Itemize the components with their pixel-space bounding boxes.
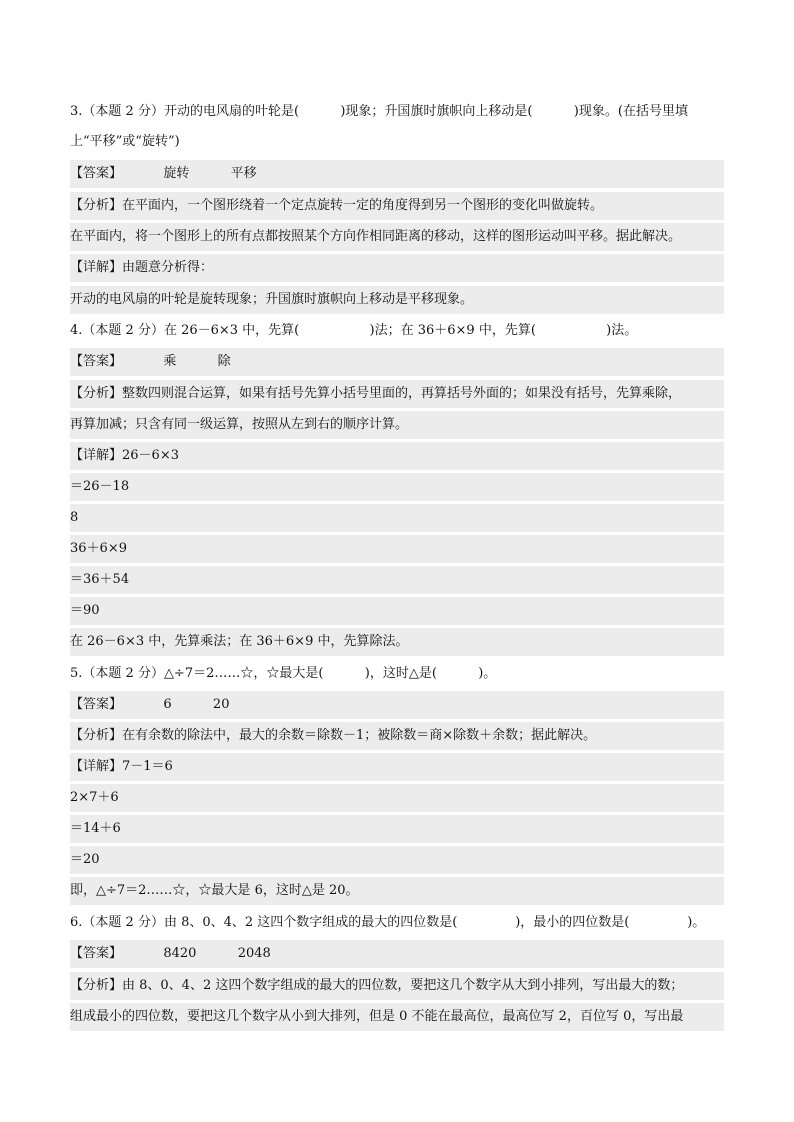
- q4-detail-4: 36＋6×9: [70, 535, 724, 563]
- q4-detail-3: 8: [70, 504, 724, 532]
- q4-question: 4.（本题 2 分）在 26－6×3 中，先算( )法；在 36＋6×9 中，先算( )法。: [70, 317, 724, 345]
- q5-detail-4: ＝20: [70, 846, 724, 874]
- q4-detail-1: 【详解】26－6×3: [70, 442, 724, 470]
- q5-question: 5.（本题 2 分）△÷7＝2……☆，☆最大是( )，这时△是( )。: [70, 660, 724, 688]
- q4-answer: 【答案】 乘 除: [70, 348, 724, 376]
- q3-analysis-1: 【分析】在平面内，一个图形绕着一个定点旋转一定的角度得到另一个图形的变化叫做旋转。: [70, 192, 724, 220]
- q3-detail-1: 【详解】由题意分析得：: [70, 254, 724, 282]
- q6-analysis-1: 【分析】由 8、0、4、2 这四个数字组成的最大的四位数，要把这几个数字从大到小排列，写出最大的数；: [70, 972, 724, 1000]
- q5-detail-2: 2×7＋6: [70, 784, 724, 812]
- q4-analysis-1: 【分析】整数四则混合运算，如果有括号先算小括号里面的，再算括号外面的；如果没有括号，先算乘除，: [70, 380, 724, 408]
- q6-analysis-2: 组成最小的四位数，要把这几个数字从小到大排列，但是 0 不能在最高位，最高位写 2，百位写 0，写出最: [70, 1003, 724, 1031]
- q3-analysis-2: 在平面内，将一个图形上的所有点都按照某个方向作相同距离的移动，这样的图形运动叫平移。据此解决。: [70, 223, 724, 251]
- q5-detail-1: 【详解】7－1＝6: [70, 753, 724, 781]
- q3-question-cont: 上“平移”或“旋转”): [70, 128, 724, 156]
- q4-detail-6: ＝90: [70, 597, 724, 625]
- q5-answer: 【答案】 6 20: [70, 691, 724, 719]
- q4-analysis-2: 再算加减；只含有同一级运算，按照从左到右的顺序计算。: [70, 411, 724, 439]
- q4-detail-5: ＝36＋54: [70, 566, 724, 594]
- q4-detail-2: ＝26－18: [70, 473, 724, 501]
- q3-detail-2: 开动的电风扇的叶轮是旋转现象；升国旗时旗帜向上移动是平移现象。: [70, 286, 724, 314]
- q3-question: 3.（本题 2 分）开动的电风扇的叶轮是( )现象；升国旗时旗帜向上移动是( )现象。(在括号里填: [70, 98, 724, 126]
- q3-answer: 【答案】 旋转 平移: [70, 160, 724, 188]
- q5-detail-5: 即，△÷7＝2……☆，☆最大是 6，这时△是 20。: [70, 877, 724, 905]
- q5-detail-3: ＝14＋6: [70, 815, 724, 843]
- q4-detail-7: 在 26－6×3 中，先算乘法；在 36＋6×9 中，先算除法。: [70, 628, 724, 656]
- q6-answer: 【答案】 8420 2048: [70, 940, 724, 968]
- q6-question: 6.（本题 2 分）由 8、0、4、2 这四个数字组成的最大的四位数是( )，最小的四位数是( )。: [70, 909, 724, 937]
- q5-analysis-1: 【分析】在有余数的除法中，最大的余数＝除数－1；被除数＝商×除数＋余数；据此解决。: [70, 722, 724, 750]
